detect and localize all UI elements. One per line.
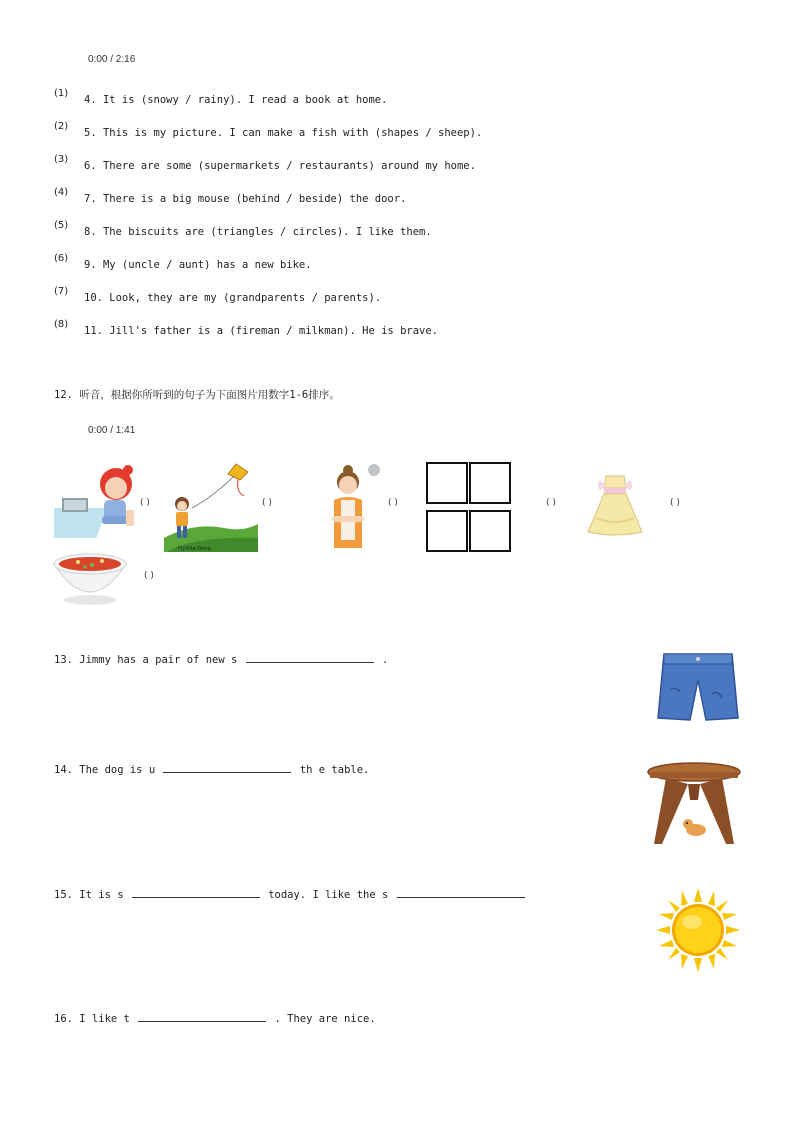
sun-image [656,888,740,972]
square-shape [469,510,511,552]
question-number: (4) [54,187,69,198]
audio-player-time[interactable]: 0:00 / 1:41 [88,425,136,436]
question-number: (1) [54,88,69,99]
question-number: (8) [54,319,69,330]
answer-paren[interactable]: ( ) [140,498,150,508]
q15-blank-2[interactable] [397,889,525,898]
question-number: (2) [54,121,69,132]
q13-text-a: 13. Jimmy has a pair of new s [54,654,238,666]
square-shape [426,510,468,552]
square-shape [469,462,511,504]
question-number: (3) [54,154,69,165]
question-text: 8. The biscuits are (triangles / circles). I like them. [84,226,432,238]
q16-sentence [54,1013,376,1025]
soup-bowl-image [52,550,128,606]
answer-paren[interactable]: ( ) [546,498,556,508]
q15-blank-1[interactable] [132,889,260,898]
answer-paren[interactable]: ( ) [388,498,398,508]
q14-text-b: th e table. [299,764,370,776]
q14-sentence [54,764,369,776]
dress-image [586,474,644,536]
question-number: (6) [54,253,69,264]
square-shape [426,462,468,504]
shorts-image [656,650,740,724]
question-text: 4. It is (snowy / rainy). I read a book at home. [84,94,388,106]
q13-sentence [54,654,388,666]
question-number: (7) [54,286,69,297]
q13-text-b: . [381,654,389,666]
q13-blank[interactable] [246,654,374,663]
answer-paren[interactable]: ( ) [670,498,680,508]
question-text: 9. My (uncle / aunt) has a new bike. [84,259,312,271]
question-text: 5. This is my picture. I can make a fish with (shapes / sheep). [84,127,483,139]
answer-paren[interactable]: ( ) [262,498,272,508]
q16-text-a: 16. I like t [54,1013,130,1025]
answer-paren[interactable]: ( ) [144,571,154,581]
question-number: (5) [54,220,69,231]
kite-caption: Fly.Kite.Done [178,546,211,552]
q16-blank[interactable] [138,1013,266,1022]
question-text: 7. There is a big mouse (behind / beside) the door. [84,193,407,205]
question-text: 11. Jill's father is a (fireman / milkman). He is brave. [84,325,439,337]
table-with-dog-image [646,760,742,848]
girl-painting-image [54,462,138,544]
q16-text-b: . They are nice. [274,1013,376,1025]
woman-thinking-image [326,460,386,550]
question-text: 10. Look, they are my (grandparents / parents). [84,292,382,304]
q15-text-a: 15. It is s [54,889,124,901]
boy-flying-kite-image [164,462,258,552]
question-text: 6. There are some (supermarkets / restaurants) around my home. [84,160,476,172]
audio-player-time[interactable]: 0:00 / 2:16 [88,54,136,65]
q14-blank[interactable] [163,764,291,773]
q15-sentence [54,889,527,901]
q15-text-b: today. I like the s [268,889,389,901]
q12-instruction: 12. 听音，根据你所听到的句子为下面图片用数字1-6排序。 [54,389,340,401]
q14-text-a: 14. The dog is u [54,764,156,776]
